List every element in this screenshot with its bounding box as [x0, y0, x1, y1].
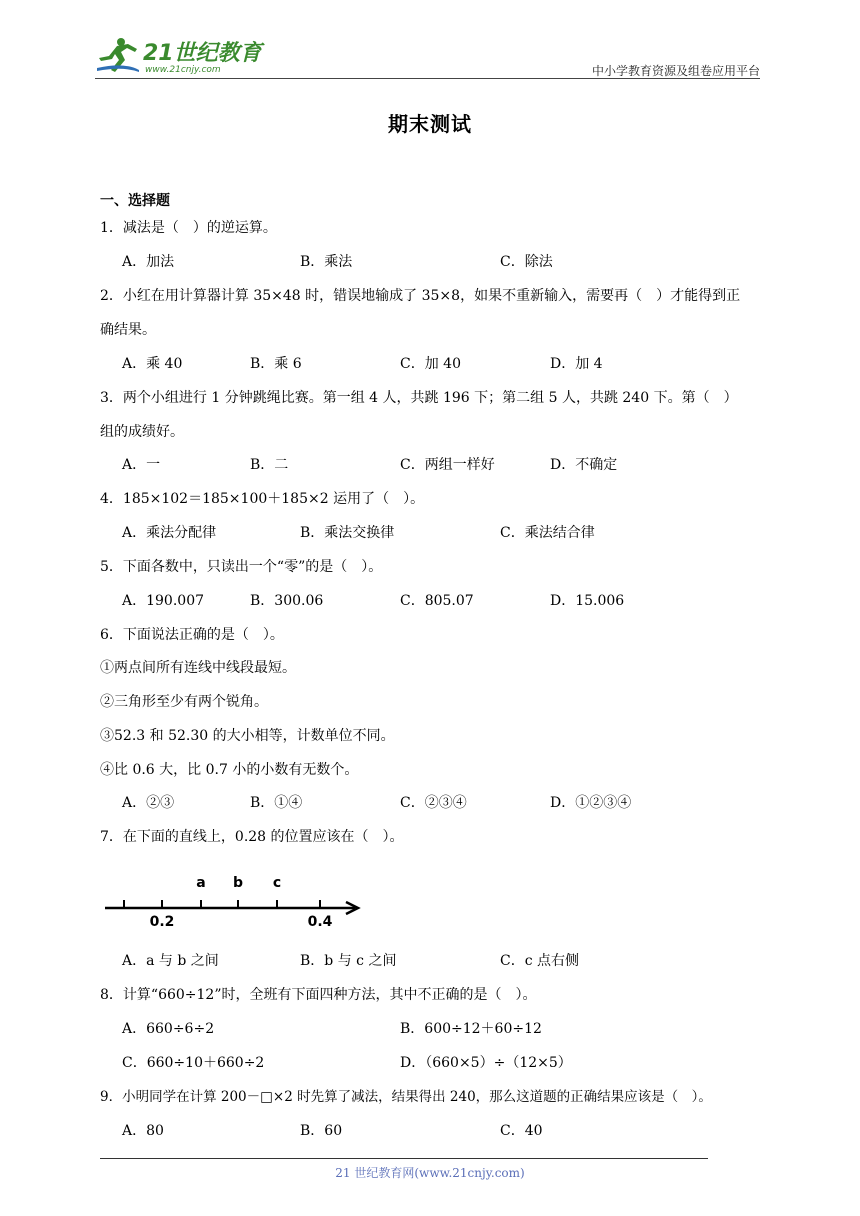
- question-1-option-b: B．乘法: [300, 254, 353, 270]
- question-2-stem-line1: 2．小红在用计算器计算 35×48 时，错误地输成了 35×8，如果不重新输入，需要再（ ）才能得到正: [100, 288, 741, 304]
- question-5-option-d: D．15.006: [550, 593, 625, 609]
- svg-text:www.21cnjy.com: www.21cnjy.com: [145, 65, 221, 75]
- question-3-stem-line1: 3．两个小组进行 1 分钟跳绳比赛。第一组 4 人，共跳 196 下；第二组 5 人，共跳 240 下。第（ ）: [100, 390, 738, 406]
- question-6-stem: 6．下面说法正确的是（ ）。: [100, 627, 284, 643]
- question-2-option-d: D．加 4: [550, 356, 603, 372]
- question-4-option-b: B．乘法交换律: [300, 525, 395, 541]
- question-1-stem: 1．减法是（ ）的逆运算。: [100, 220, 277, 236]
- number-line-figure: [100, 866, 370, 936]
- question-6-option-b: B．①④: [250, 795, 303, 811]
- question-2-option-c: C．加 40: [400, 356, 461, 372]
- question-5-option-c: C．805.07: [400, 593, 474, 609]
- question-5-option-b: B．300.06: [250, 593, 324, 609]
- question-8-option-d: D．（660×5）÷（12×5）: [400, 1055, 572, 1071]
- question-3-stem-line2: 组的成绩好。: [100, 424, 184, 440]
- question-9-stem: 9．小明同学在计算 200－□×2 时先算了减法，结果得出 240，那么这道题的正确结果应该是（ ）。: [100, 1089, 712, 1105]
- footer-divider: [100, 1158, 708, 1159]
- point-label-a: a: [196, 875, 206, 891]
- question-2-option-b: B．乘 6: [250, 356, 302, 372]
- question-3-option-b: B．二: [250, 457, 289, 473]
- tick-label-0-4: 0.4: [307, 914, 333, 930]
- page-title: 期末测试: [388, 112, 472, 136]
- question-6-option-d: D．①②③④: [550, 795, 632, 811]
- question-4-option-a: A．乘法分配律: [122, 525, 217, 541]
- question-3-option-c: C．两组一样好: [400, 457, 495, 473]
- question-3-option-d: D．不确定: [550, 457, 618, 473]
- question-7-stem: 7．在下面的直线上，0.28 的位置应该在（ ）。: [100, 829, 404, 845]
- question-5-option-a: A．190.007: [122, 593, 205, 609]
- question-7-option-a: A．a 与 b 之间: [122, 953, 219, 969]
- question-9-option-c: C．40: [500, 1123, 543, 1139]
- question-9-option-a: A．80: [122, 1123, 164, 1139]
- section-heading: 一、选择题: [100, 193, 170, 209]
- question-3-option-a: A．一: [122, 457, 161, 473]
- question-8-option-c: C．660÷10＋660÷2: [122, 1055, 265, 1071]
- question-2-stem-line2: 确结果。: [100, 322, 156, 338]
- question-1-option-c: C．除法: [500, 254, 553, 270]
- page-header: [95, 36, 760, 80]
- question-6-option-a: A．②③: [122, 795, 175, 811]
- question-6-statement-3: ③52.3 和 52.30 的大小相等，计数单位不同。: [100, 728, 395, 744]
- question-7-option-c: C．c 点右侧: [500, 953, 580, 969]
- question-8-option-b: B．600÷12＋60÷12: [400, 1021, 542, 1037]
- question-6-statement-2: ②三角形至少有两个锐角。: [100, 694, 268, 710]
- question-2-option-a: A．乘 40: [122, 356, 183, 372]
- question-8-stem: 8．计算“660÷12”时，全班有下面四种方法，其中不正确的是（ ）。: [100, 987, 537, 1003]
- question-6-option-c: C．②③④: [400, 795, 467, 811]
- question-6-statement-4: ④比 0.6 大，比 0.7 小的小数有无数个。: [100, 762, 359, 778]
- question-4-option-c: C．乘法结合律: [500, 525, 595, 541]
- question-1-option-a: A．加法: [122, 254, 175, 270]
- question-5-stem: 5．下面各数中，只读出一个“零”的是（ ）。: [100, 559, 383, 575]
- question-4-stem: 4．185×102＝185×100＋185×2 运用了（ ）。: [100, 491, 425, 507]
- question-7-option-b: B．b 与 c 之间: [300, 953, 397, 969]
- site-logo: [95, 36, 265, 76]
- svg-text:21世纪教育: 21世纪教育: [143, 41, 262, 66]
- footer-link[interactable]: 21 世纪教育网(www.21cnjy.com): [335, 1166, 525, 1180]
- question-6-statement-1: ①两点间所有连线中线段最短。: [100, 660, 296, 676]
- point-label-b: b: [232, 875, 244, 891]
- question-8-option-a: A．660÷6÷2: [122, 1021, 215, 1037]
- question-9-option-b: B．60: [300, 1123, 343, 1139]
- header-divider: [95, 78, 760, 79]
- point-label-c: c: [272, 875, 282, 891]
- tick-label-0-2: 0.2: [149, 914, 175, 930]
- platform-name: 中小学教育资源及组卷应用平台: [591, 64, 760, 78]
